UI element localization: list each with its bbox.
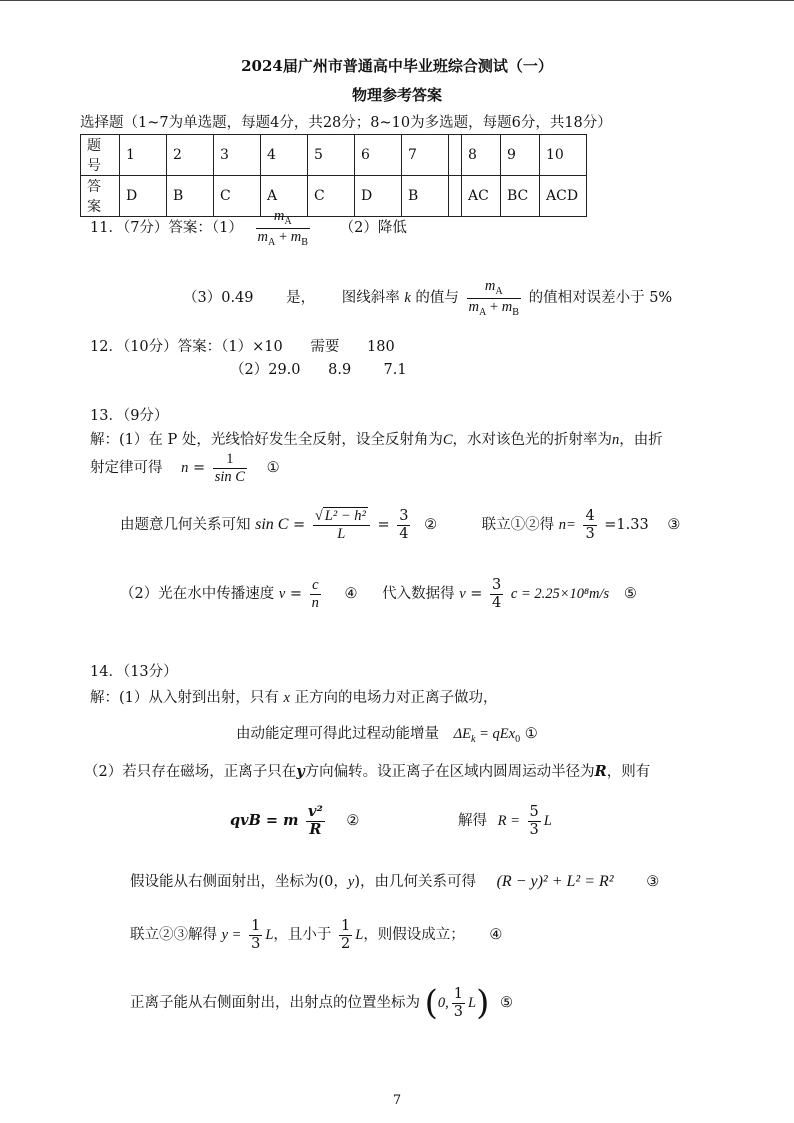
fraction-sqrt-over-L: $\frac{\text{√ L² − h²}}{L}$ [313, 508, 370, 542]
n-value: n= [558, 517, 576, 534]
table-cell: C [214, 176, 261, 217]
fraction-mA-over-sum-2: $\frac{m_A}{m_A + m_B}$ [468, 278, 519, 318]
q13-line2-text: 射定律可得 [90, 460, 163, 477]
q14-line5-text2: ，且小于 [273, 927, 332, 944]
q13-head: 13．（9分） [90, 408, 169, 424]
table-cell: ACD [540, 176, 587, 217]
table-row-numbers [81, 135, 587, 176]
table-cell: A [261, 176, 308, 217]
equation-mark-4: ④ [344, 586, 358, 603]
table-cell: 5 [308, 135, 355, 176]
page-title: 2024届广州市普通高中毕业班综合测试（一） [241, 57, 553, 75]
table-cell: B [402, 176, 449, 217]
table-cell: BC [501, 176, 540, 217]
coord-zero: 0, [437, 995, 449, 1011]
R-eq: R = [497, 813, 520, 830]
table-spacer-cell [449, 176, 462, 217]
table-cell: C [308, 176, 355, 217]
y-eq: y = [221, 927, 242, 944]
q13-line3: 由题意几何关系可知 sin C = $\frac{\text{√ L² − h²}}{L}$ = $\frac{3}{4}$ ② 联立①②得 n= $\frac{4}{3}$ =1.33 ③ [120, 508, 681, 542]
q11-head: 11．（7分）答案：（1） [90, 220, 243, 237]
q12-line2: （2）29.0 8.9 7.1 [230, 362, 407, 378]
table-cell: D [355, 176, 402, 217]
page-number: 7 [392, 1093, 402, 1108]
eq1-lhs: n [181, 460, 189, 477]
q14-line6 [130, 918, 502, 952]
sub-k: k [470, 733, 476, 745]
var-v-2: v [459, 586, 466, 603]
equation-mark-2: ② [346, 813, 360, 830]
fraction-5-over-3: $\frac{5}{3}$ [529, 804, 539, 838]
var-L-2: L [265, 927, 274, 944]
answer-table [80, 134, 587, 217]
var-n: n [612, 432, 620, 448]
table-cell: 7 [402, 135, 449, 176]
fraction-4-over-3: $\frac{4}{3}$ [585, 508, 595, 542]
row-label: 答案 [81, 176, 120, 217]
v-result: c = 2.25×10⁸m/s [510, 586, 610, 603]
var-y-2: y [347, 874, 355, 890]
equation-mark-5: ⑤ [623, 586, 637, 603]
table-cell: 4 [261, 135, 308, 176]
fraction-3-over-4: $\frac{3}{4}$ [399, 508, 409, 542]
q14-line4-text2: )，由几何关系可得 [354, 874, 476, 890]
q14-line1-text2: 正方向的电场力对正离子做功， [294, 690, 498, 706]
table-cell: 2 [167, 135, 214, 176]
fraction-3-over-4-b: $\frac{3}{4}$ [492, 577, 502, 611]
equation-mark-1: ① [524, 726, 538, 742]
q14-line5 [130, 870, 659, 891]
var-x: x [283, 690, 290, 706]
q11-part3-text: 图线斜率 [341, 290, 400, 307]
table-cell: 6 [355, 135, 402, 176]
var-L-4: L [467, 995, 477, 1011]
table-cell: 1 [120, 135, 167, 176]
q14-line5-text3: ，则假设成立； [363, 927, 465, 944]
q14-line5-text: 联立②③解得 [130, 927, 217, 944]
delta-E: ΔE [453, 726, 471, 742]
q14-line3 [84, 760, 650, 781]
var-C: C [442, 432, 453, 448]
fraction-1-over-sinC: $\frac{1}{\text{sin C}}$ [214, 451, 245, 485]
q13-line1-text: 解：(1）在 P 处，光线恰好发生全反射，设全反射角为 [90, 432, 443, 448]
q11-part3-text2: 的值与 [415, 290, 459, 307]
q14-line3-text: （2）若只存在磁场，正离子只在 [84, 764, 297, 780]
q12-line1: 12．（10分）答案：（1）×10 需要 180 [90, 339, 395, 355]
q14-line2 [236, 722, 538, 745]
fraction-v2-over-R: $\frac{\text{v²}}{R}$ [308, 803, 323, 838]
q13-line1 [90, 428, 663, 449]
table-cell: D [120, 176, 167, 217]
table-cell: 3 [214, 135, 261, 176]
q13-line1-text3: ，由折 [619, 432, 663, 448]
q14-line2-text: 由动能定理可得此过程动能增量 [236, 726, 439, 742]
geometry-equation: (R − y)² + L² = R² [496, 873, 614, 890]
q13-line3-text: 由题意几何关系可知 [120, 517, 251, 534]
q14-line3-text3: ，则有 [606, 764, 651, 780]
q11-part3-tail: 的值相对误差小于 5% [528, 290, 673, 307]
page-subtitle: 物理参考答案 [351, 86, 442, 104]
var-L-3: L [355, 927, 364, 944]
fraction-1-over-2: $\frac{1}{2}$ [341, 918, 351, 952]
equation-mark-5: ⑤ [499, 995, 513, 1011]
q14-line1 [90, 686, 498, 707]
q14-line6-text: 正离子能从右侧面射出，出射点的位置坐标为 [130, 995, 420, 1011]
q14-line4 [230, 804, 552, 838]
top-border-line [0, 0, 794, 1]
qvB-term: qvB = m [230, 812, 299, 830]
table-cell: 10 [540, 135, 587, 176]
var-k: k [404, 290, 411, 307]
solve-text: 解得 [458, 813, 488, 830]
q11-part2: （2）降低 [339, 220, 407, 237]
var-v: v [278, 586, 286, 603]
table-cell: 9 [501, 135, 540, 176]
q14-line4-text: 假设能从右侧面射出，坐标为(0， [130, 874, 348, 890]
q11-part3-value: （3）0.49 [183, 290, 254, 307]
table-cell: B [167, 176, 214, 217]
sub-zero: 0 [515, 733, 521, 745]
fraction-1-over-3: $\frac{1}{3}$ [251, 918, 261, 952]
q14-line7: 正离子能从右侧面射出，出射点的位置坐标为 (0, $\frac{1}{3}$ L) ⑤ [130, 983, 513, 1023]
q11-line3 [183, 278, 672, 318]
table-cell: 8 [462, 135, 501, 176]
q13-line4: （2）光在水中传播速度 v = $\frac{c}{n}$ ④ 代入数据得 v = $\frac{3}{4}$ c = 2.25×10⁸m/s ⑤ [120, 577, 637, 611]
q14-line1-text: 解：(1）从入射到出射，只有 [90, 690, 279, 706]
sub-data-text: 代入数据得 [382, 586, 455, 603]
choice-intro: 选择题（1~7为单选题，每题4分，共28分；8~10为多选题，每题6分，共18分） [80, 115, 612, 131]
q13-line2: 射定律可得 n = $\frac{1}{\text{sin C}}$ ① [90, 451, 280, 485]
sinC-term: sin C [255, 516, 289, 534]
q13-line1-text2: ，水对该色光的折射率为 [452, 432, 613, 448]
q14-line3-text2: 方向偏转。设正离子在区域内圆周运动半径为 [304, 764, 595, 780]
q11-part3-yes: 是， [286, 290, 316, 307]
q11-line1 [90, 208, 407, 248]
equation-mark-2: ② [424, 517, 438, 534]
equation-mark-4: ④ [489, 927, 503, 944]
fraction-1-over-3-b: $\frac{1}{3}$ [453, 985, 463, 1020]
var-y: y [296, 763, 305, 780]
var-R: R [594, 763, 607, 780]
q14-head: 14．（13分） [90, 664, 178, 680]
equation-mark-3: ③ [667, 517, 681, 534]
approx-value: =1.33 [604, 517, 649, 534]
row-label: 题号 [81, 135, 120, 176]
var-L: L [543, 813, 552, 830]
table-cell: AC [462, 176, 501, 217]
fraction-c-over-n: $\frac{c}{n}$ [311, 577, 319, 611]
qEx-term: = qEx [479, 726, 516, 742]
table-spacer-cell [449, 135, 462, 176]
combine-text: 联立①②得 [481, 517, 555, 534]
q13-line4-text: （2）光在水中传播速度 [120, 586, 275, 603]
fraction-mA-over-sum: $\frac{m_A}{m_A + m_B}$ [257, 208, 308, 248]
equation-mark-3: ③ [646, 874, 660, 890]
equation-mark-1: ① [266, 460, 280, 477]
